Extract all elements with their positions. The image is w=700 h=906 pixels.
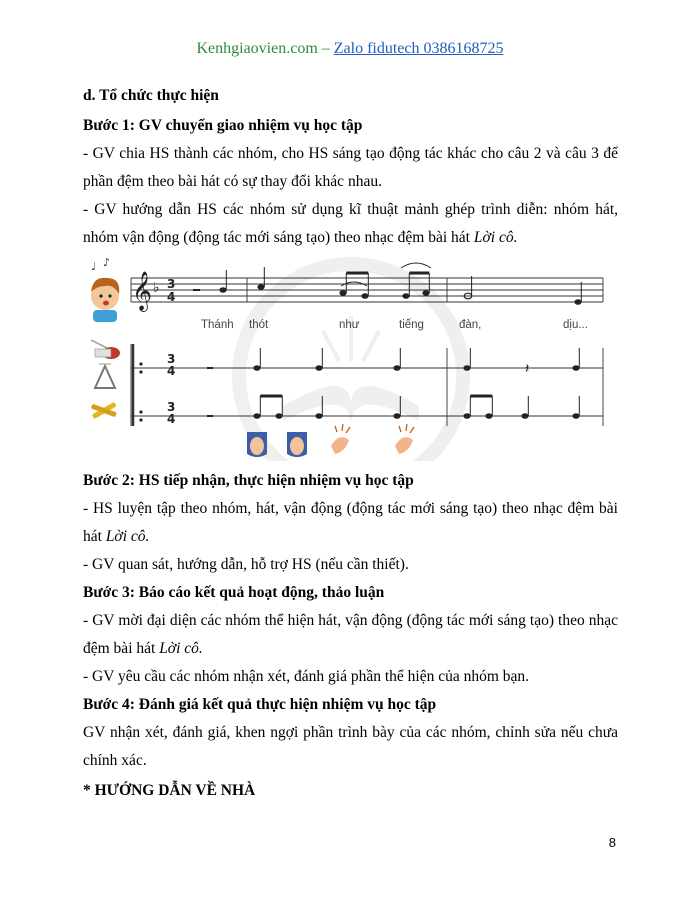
page-number: 8 <box>608 835 616 850</box>
step2-paragraph-2: - GV quan sát, hướng dẫn, hỗ trợ HS (nếu cần thiết). <box>83 556 409 573</box>
svg-text:♩: ♩ <box>91 260 97 273</box>
song-title: Lời cô. <box>105 528 150 545</box>
lyric-word: tiếng <box>399 319 424 331</box>
percussion-notes-line-1 <box>207 348 580 371</box>
step3-paragraph-1 <box>83 607 618 663</box>
lyric-word: Thánh <box>201 319 234 331</box>
claves-icon <box>91 402 117 419</box>
header-contact-link[interactable]: Zalo fidutech 0386168725 <box>333 40 504 57</box>
quarter-rest: 𝄽 <box>525 361 530 377</box>
drum-icon <box>91 340 120 359</box>
triangle-icon <box>95 364 115 388</box>
music-score <box>83 256 618 461</box>
melody-staff <box>131 278 603 302</box>
finger-snap-icon <box>395 424 414 454</box>
step3-paragraph-2: - GV yêu cầu các nhóm nhận xét, đánh giá phần thể hiện của nhóm bạn. <box>83 668 530 685</box>
header-separator: – <box>317 40 334 57</box>
percussion-time-bottom: 4 <box>167 364 176 378</box>
lyrics <box>201 319 588 331</box>
lyric-word: thót <box>249 319 269 331</box>
step3-paragraph-1-text: - GV mời đại diện các nhóm thể hiện hát, vận động (động tác mới sáng tạo) theo nhạc đệm bài hát <box>83 612 618 657</box>
document-body <box>83 82 618 805</box>
step4-paragraph-1: GV nhận xét, đánh giá, khen ngợi phần trình bày của các nhóm, chỉnh sửa nếu chưa chính xác. <box>83 724 618 769</box>
key-flat: ♭ <box>153 280 160 296</box>
percussion-time-top: 3 <box>167 400 176 414</box>
step1-paragraph-1: - GV chia HS thành các nhóm, cho HS sáng tạo động tác khác cho câu 2 và câu 3 để phần đệm theo bài hát có sự thay đổi khác nhau. <box>83 145 618 190</box>
lyric-word: dịu... <box>563 319 588 331</box>
song-title: Lời cô. <box>159 640 203 657</box>
music-score-figure <box>83 256 618 461</box>
step1-paragraph-2 <box>83 196 618 252</box>
step1-title: Bước 1: GV chuyển giao nhiệm vụ học tập <box>83 117 363 134</box>
lyric-word: như <box>339 319 360 331</box>
percussion-time-top: 3 <box>167 352 176 366</box>
finger-snap-icon <box>331 424 350 454</box>
step2-title: Bước 2: HS tiếp nhận, thực hiện nhiệm vụ học tập <box>83 472 414 489</box>
song-title: Lời cô. <box>473 229 518 246</box>
section-title: d. Tổ chức thực hiện <box>83 87 219 104</box>
singing-child-icon <box>91 256 119 322</box>
step2-paragraph-1 <box>83 495 618 551</box>
melody-time-top: 3 <box>167 277 176 291</box>
svg-text:♪: ♪ <box>103 256 111 269</box>
homework-title: * HƯỚNG DẪN VỀ NHÀ <box>83 782 256 799</box>
melody-time-bottom: 4 <box>167 290 176 304</box>
step4-title: Bước 4: Đánh giá kết quả thực hiện nhiệm vụ học tập <box>83 696 437 713</box>
step2-paragraph-1-text: - HS luyện tập theo nhóm, hát, vận động (động tác mới sáng tạo) theo nhạc đệm bài hát <box>83 500 618 545</box>
step3-title: Bước 3: Báo cáo kết quả hoạt động, thảo luận <box>83 584 385 601</box>
header-site: Kenhgiaovien.com <box>196 40 318 57</box>
page-header <box>0 40 700 58</box>
step1-paragraph-2-text: - GV hướng dẫn HS các nhóm sử dụng kĩ thuật mảnh ghép trình diễn: nhóm hát, nhóm vận động (động tác mới sáng tạo) theo nhạc đệm bài hát <box>83 201 618 246</box>
percussion-time-bottom: 4 <box>167 412 176 426</box>
treble-clef: 𝄞 <box>132 271 153 311</box>
lyric-word: đàn, <box>459 319 482 331</box>
